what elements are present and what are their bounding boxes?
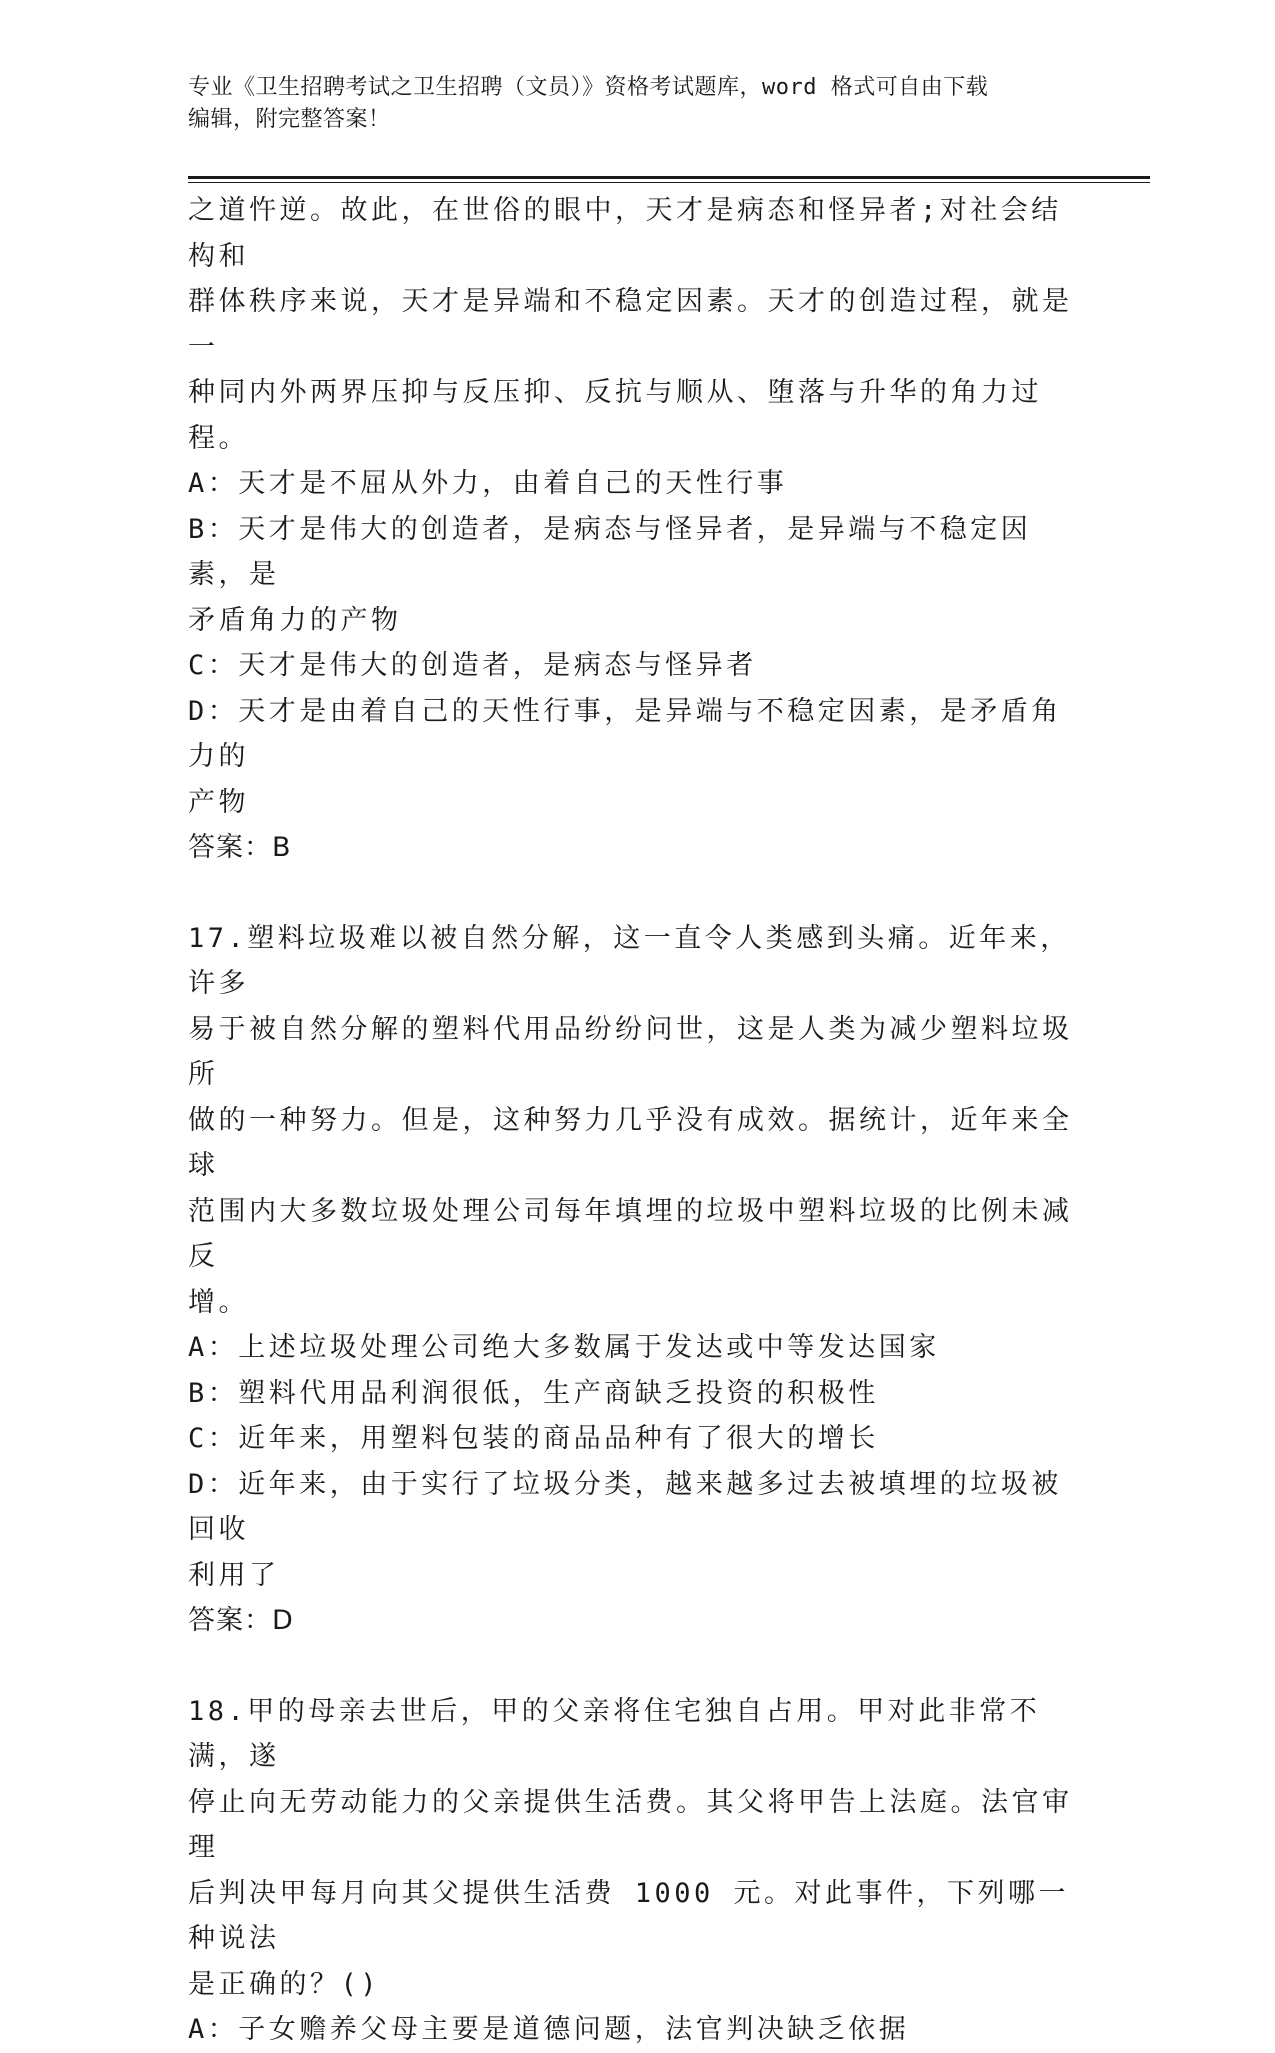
option-a: A：上述垃圾处理公司绝大多数属于发达或中等发达国家	[188, 1332, 940, 1363]
question-stem-line: 之道忤逆。故此，在世俗的眼中，天才是病态和怪异者;对社会结构和	[188, 195, 1062, 272]
option-d: D：近年来，由于实行了垃圾分类，越来越多过去被填埋的垃圾被回收	[188, 1468, 1062, 1545]
question-stem-line: 后判决甲每月向其父提供生活费 1000 元。对此事件，下列哪一种说法	[188, 1877, 1070, 1954]
question-17	[188, 916, 1088, 1644]
option-d-continued: 产物	[188, 786, 249, 818]
header-line-1: 专业《卫生招聘考试之卫生招聘（文员）》资格考试题库，word 格式可自由下载	[188, 75, 989, 100]
question-stem-line: 群体秩序来说，天才是异端和不稳定因素。天才的创造过程，就是一	[188, 286, 1073, 363]
document-header	[188, 72, 1088, 136]
question-stem-line: 做的一种努力。但是，这种努力几乎没有成效。据统计，近年来全球	[188, 1104, 1073, 1181]
header-divider-thin	[188, 182, 1150, 183]
question-stem-line: 18.甲的母亲去世后，甲的父亲将住宅独自占用。甲对此非常不满，遂	[188, 1695, 1041, 1772]
question-stem-line: 易于被自然分解的塑料代用品纷纷问世，这是人类为减少塑料垃圾所	[188, 1013, 1073, 1090]
question-stem-line: 种同内外两界压抑与反压抑、反抗与顺从、堕落与升华的角力过程。	[188, 377, 1042, 454]
option-b: B：塑料代用品利润很低，生产商缺乏投资的积极性	[188, 1377, 879, 1409]
document-body	[188, 188, 1088, 2053]
option-d-continued: 利用了	[188, 1559, 280, 1591]
header-divider-thick	[188, 176, 1150, 179]
answer-label: 答案：B	[188, 832, 292, 863]
question-stem-line: 增。	[188, 1286, 249, 1318]
option-c: C：近年来，用塑料包装的商品品种有了很大的增长	[188, 1423, 879, 1454]
question-stem-line: 是正确的？()	[188, 1968, 381, 2000]
question-stem-line: 17.塑料垃圾难以被自然分解，这一直令人类感到头痛。近年来，许多	[188, 922, 1071, 999]
option-b-continued: 矛盾角力的产物	[188, 604, 402, 636]
option-c: C：天才是伟大的创造者，是病态与怪异者	[188, 650, 757, 681]
option-b: B：天才是伟大的创造者，是病态与怪异者，是异端与不稳定因素，是	[188, 513, 1032, 590]
spacer	[188, 1644, 1088, 1689]
question-16	[188, 188, 1088, 871]
question-stem-line: 停止向无劳动能力的父亲提供生活费。其父将甲告上法庭。法官审理	[188, 1786, 1073, 1863]
option-d: D：天才是由着自己的天性行事，是异端与不稳定因素，是矛盾角力的	[188, 695, 1062, 772]
option-a: A：天才是不屈从外力，由着自己的天性行事	[188, 468, 788, 499]
spacer	[188, 871, 1088, 916]
header-line-2: 编辑，附完整答案！	[188, 107, 391, 132]
answer-label: 答案：D	[188, 1605, 294, 1636]
option-a: A：子女赡养父母主要是道德问题，法官判决缺乏依据	[188, 2014, 910, 2045]
question-stem-line: 范围内大多数垃圾处理公司每年填埋的垃圾中塑料垃圾的比例未减反	[188, 1195, 1073, 1272]
question-18	[188, 1689, 1088, 2053]
